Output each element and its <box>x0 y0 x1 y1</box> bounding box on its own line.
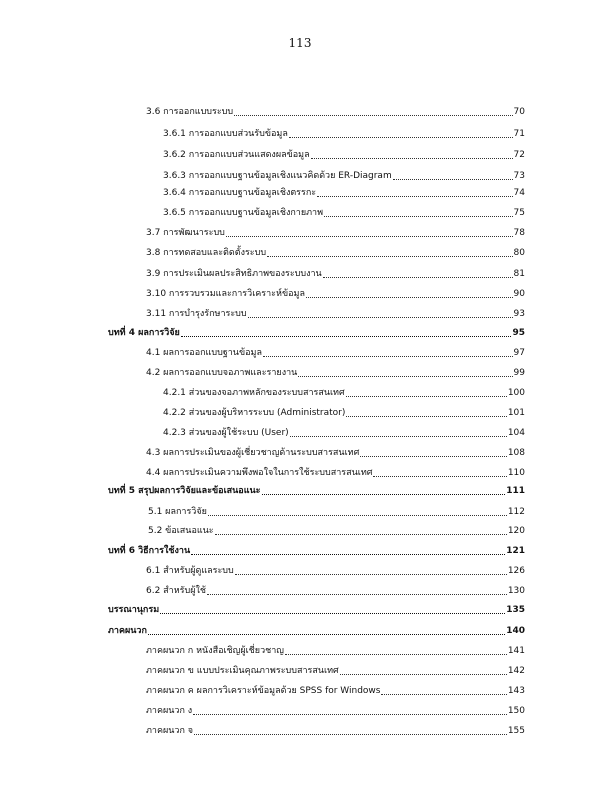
toc-entry <box>163 145 525 161</box>
toc-chapter <box>108 621 525 637</box>
toc-entry-page: 95 <box>512 328 525 338</box>
dot-leader <box>360 456 507 457</box>
toc-entry <box>146 681 525 697</box>
toc-entry-label: 3.6.3 การออกแบบฐานข้อมูลเชิงแนวคิดด้วย ER-Diagram <box>163 171 392 181</box>
toc-entry-label: 3.11 การบำรุงรักษาระบบ <box>146 309 247 319</box>
toc-entry-page: 120 <box>507 526 525 536</box>
dot-leader <box>290 436 507 437</box>
toc-entry-page: 75 <box>513 208 525 218</box>
toc-entry-page: 71 <box>513 129 525 139</box>
dot-leader <box>373 476 506 477</box>
toc-entry-page: 130 <box>507 586 525 596</box>
toc-entry-label: ภาคผนวก <box>108 626 147 636</box>
dot-leader <box>298 376 512 377</box>
toc-entry-label: 3.6.4 การออกแบบฐานข้อมูลเชิงตรรกะ <box>163 188 317 198</box>
toc-entry-label: ภาคผนวก ค ผลการวิเคราะห์ข้อมูลด้วย SPSS for Windows <box>146 686 381 696</box>
dot-leader <box>208 515 507 516</box>
toc-entry-page: 110 <box>507 468 525 478</box>
dot-leader <box>194 734 507 735</box>
toc-chapter <box>108 481 525 497</box>
toc-entry <box>163 124 525 140</box>
toc-entry <box>163 383 525 399</box>
dot-leader <box>393 179 513 180</box>
dot-leader <box>262 494 506 495</box>
dot-leader <box>148 634 505 635</box>
toc-entry-label: 3.9 การประเมินผลประสิทธิภาพของระบบงาน <box>146 269 322 279</box>
toc-entry <box>146 443 525 459</box>
toc-entry-label: ภาคผนวก ง <box>146 706 193 716</box>
dot-leader <box>340 674 507 675</box>
toc-chapter <box>108 323 525 339</box>
toc-entry-label: ภาคผนวก ก หนังสือเชิญผู้เชี่ยวชาญ <box>146 646 284 656</box>
toc-entry-label: 4.1 ผลการออกแบบฐานข้อมูล <box>146 348 262 358</box>
toc-entry-page: 150 <box>507 706 525 716</box>
toc-entry-label: 5.2 ข้อเสนอแนะ <box>148 526 214 536</box>
toc-entry <box>146 701 525 717</box>
dot-leader <box>234 115 512 116</box>
toc-entry <box>146 661 525 677</box>
dot-leader <box>306 297 513 298</box>
toc-entry <box>146 463 525 479</box>
toc-entry-page: 100 <box>507 388 525 398</box>
toc-entry-page: 73 <box>513 171 525 181</box>
dot-leader <box>317 196 512 197</box>
toc-entry-label: 4.2 ผลการออกแบบจอภาพและรายงาน <box>146 368 298 378</box>
toc-entry-page: 140 <box>506 626 525 636</box>
dot-leader <box>215 534 507 535</box>
toc-entry-page: 101 <box>507 408 525 418</box>
toc-entry-label: ภาคผนวก ข แบบประเมินคุณภาพระบบสารสนเทศ <box>146 666 339 676</box>
dot-leader <box>324 216 513 217</box>
dot-leader <box>226 236 513 237</box>
toc-entry <box>146 223 525 239</box>
toc-entry <box>163 203 525 219</box>
dot-leader <box>267 256 512 257</box>
toc-entry-page: 70 <box>513 107 525 117</box>
dot-leader <box>289 137 513 138</box>
toc-entry-label: 4.4 ผลการประเมินความพึงพอใจในการใช้ระบบสารสนเทศ <box>146 468 373 478</box>
dot-leader <box>346 416 506 417</box>
dot-leader <box>381 694 506 695</box>
toc-entry-page: 93 <box>513 309 525 319</box>
dot-leader <box>285 654 507 655</box>
toc-entry <box>146 243 525 259</box>
dot-leader <box>311 158 513 159</box>
toc-entry <box>146 641 525 657</box>
toc-entry <box>163 403 525 419</box>
toc-entry-page: 155 <box>507 726 525 736</box>
toc-entry-page: 142 <box>507 666 525 676</box>
toc-entry-label: บรรณานุกรม <box>108 605 160 615</box>
page-number: 113 <box>288 36 312 50</box>
toc-entry-page: 81 <box>513 269 525 279</box>
dot-leader <box>193 714 507 715</box>
dot-leader <box>323 277 513 278</box>
toc-entry <box>163 423 525 439</box>
toc-entry-label: 4.3 ผลการประเมินของผู้เชี่ยวชาญด้านระบบสารสนเทศ <box>146 448 360 458</box>
toc-chapter <box>108 600 525 616</box>
toc-entry <box>146 102 525 118</box>
dot-leader <box>235 574 507 575</box>
toc-entry <box>146 561 525 577</box>
toc-entry <box>146 304 525 320</box>
toc-entry <box>148 502 525 518</box>
toc-entry-page: 99 <box>513 368 525 378</box>
toc-entry <box>146 264 525 280</box>
toc-entry-label: 3.8 การทดสอบและติดตั้งระบบ <box>146 248 267 258</box>
toc-entry <box>146 284 525 300</box>
toc-entry-page: 112 <box>507 507 525 517</box>
toc-entry-page: 90 <box>513 289 525 299</box>
toc-entry-label: บทที่ 4 ผลการวิจัย <box>108 328 180 338</box>
dot-leader <box>160 613 505 614</box>
toc-entry-label: 4.2.2 ส่วนของผู้บริหารระบบ (Administrator) <box>163 408 346 418</box>
dot-leader <box>248 317 513 318</box>
toc-entry-label: 4.2.1 ส่วนของจอภาพหลักของระบบสารสนเทศ <box>163 388 345 398</box>
toc-entry <box>148 521 525 537</box>
toc-entry <box>146 363 525 379</box>
toc-entry-page: 108 <box>507 448 525 458</box>
toc-entry-page: 135 <box>506 605 525 615</box>
dot-leader <box>263 356 513 357</box>
toc-entry-label: 3.6.2 การออกแบบส่วนแสดงผลข้อมูล <box>163 150 310 160</box>
toc-entry-label: 3.10 การรวบรวมและการวิเคราะห์ข้อมูล <box>146 289 305 299</box>
dot-leader <box>207 594 507 595</box>
dot-leader <box>191 554 505 555</box>
toc-entry-page: 97 <box>513 348 525 358</box>
dot-leader <box>346 396 507 397</box>
toc-entry-page: 111 <box>506 486 525 496</box>
toc-entry-label: 5.1 ผลการวิจัย <box>148 507 207 517</box>
toc-entry-page: 80 <box>513 248 525 258</box>
toc-entry-label: 3.6 การออกแบบระบบ <box>146 107 234 117</box>
toc-entry-page: 78 <box>513 228 525 238</box>
toc-entry-page: 104 <box>507 428 525 438</box>
toc-entry-label: 4.2.3 ส่วนของผู้ใช้ระบบ (User) <box>163 428 289 438</box>
toc-entry-label: 3.7 การพัฒนาระบบ <box>146 228 225 238</box>
toc-entry-page: 74 <box>513 188 525 198</box>
toc-entry <box>146 581 525 597</box>
toc-entry <box>146 343 525 359</box>
toc-entry-label: 3.6.1 การออกแบบส่วนรับข้อมูล <box>163 129 288 139</box>
toc-entry <box>163 166 525 182</box>
toc-entry-page: 72 <box>513 150 525 160</box>
toc-entry-page: 141 <box>507 646 525 656</box>
toc-entry-label: 6.2 สำหรับผู้ใช้ <box>146 586 206 596</box>
toc-chapter <box>108 541 525 557</box>
toc-entry-label: 3.6.5 การออกแบบฐานข้อมูลเชิงกายภาพ <box>163 208 324 218</box>
toc-entry-page: 143 <box>507 686 525 696</box>
dot-leader <box>181 336 512 337</box>
toc-entry-label: ภาคผนวก จ <box>146 726 194 736</box>
toc-entry-label: บทที่ 6 วิธีการใช้งาน <box>108 546 191 556</box>
toc-entry-page: 126 <box>507 566 525 576</box>
toc-entry <box>163 183 525 199</box>
toc-entry <box>146 721 525 737</box>
toc-entry-label: บทที่ 5 สรุปผลการวิจัยและข้อเสนอแนะ <box>108 486 261 496</box>
toc-entry-label: 6.1 สำหรับผู้ดูแลระบบ <box>146 566 234 576</box>
toc-entry-page: 121 <box>506 546 525 556</box>
